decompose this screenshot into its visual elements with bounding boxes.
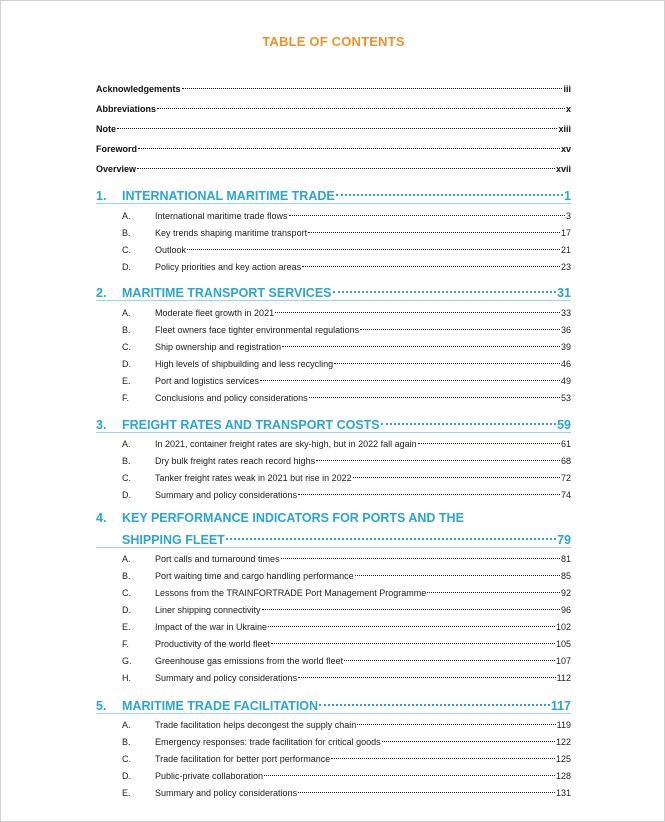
chapter-page: 31 (557, 285, 571, 300)
section-page: 46 (560, 359, 571, 369)
chapter-divider (96, 713, 571, 714)
section-letter: D. (122, 262, 131, 272)
section-page: 49 (560, 376, 571, 386)
section-letter: G. (122, 656, 132, 666)
section-label: Port and logistics services (155, 376, 260, 386)
toc-section[interactable] (122, 654, 571, 666)
section-page: 33 (560, 308, 571, 318)
leader-dots (381, 410, 556, 425)
leader-dots (344, 651, 555, 661)
chapter-page: 1 (564, 188, 571, 203)
leader-dots (117, 119, 557, 129)
leader-dots (334, 354, 560, 364)
section-label: Public-private collaboration (155, 771, 264, 781)
section-label: Lessons from the TRAINFORTRADE Port Management Programme (155, 588, 427, 598)
toc-section[interactable] (122, 391, 571, 403)
section-page: 23 (560, 262, 571, 272)
section-page: 21 (560, 245, 571, 255)
chapter-title: MARITIME TRANSPORT SERVICES (122, 285, 332, 300)
leader-dots (187, 240, 560, 250)
section-letter: E. (122, 622, 131, 632)
section-label: Port calls and turnaround times (155, 554, 280, 564)
toc-section[interactable] (122, 209, 571, 221)
section-label: Conclusions and policy considerations (155, 393, 308, 403)
toc-section[interactable] (122, 454, 571, 466)
leader-dots (357, 715, 555, 725)
leader-dots (262, 600, 560, 610)
section-letter: C. (122, 588, 131, 598)
section-letter: F. (122, 639, 130, 649)
toc-section[interactable] (122, 752, 571, 764)
section-page: 125 (555, 754, 571, 764)
section-label: Productivity of the world fleet (155, 639, 271, 649)
leader-dots (282, 337, 560, 347)
section-label: Policy priorities and key action areas (155, 262, 302, 272)
entry-page: xvii (555, 164, 571, 174)
toc-section[interactable] (122, 620, 571, 632)
section-page: 112 (556, 673, 571, 683)
leader-dots (271, 634, 555, 644)
toc-entry-abbreviations[interactable] (96, 102, 571, 114)
section-label: Key trends shaping maritime transport (155, 228, 308, 238)
section-label: Outlook (155, 245, 187, 255)
section-page: 81 (560, 554, 571, 564)
section-page: 68 (560, 456, 571, 466)
section-letter: E. (122, 376, 131, 386)
toc-section[interactable] (122, 552, 571, 564)
leader-dots (382, 732, 555, 742)
section-letter: A. (122, 211, 131, 221)
section-label: International maritime trade flows (155, 211, 288, 221)
toc-entry-acknowledgements[interactable] (96, 82, 571, 94)
leader-dots (281, 549, 560, 559)
section-letter: A. (122, 308, 131, 318)
leader-dots (264, 766, 555, 776)
leader-dots (308, 223, 560, 233)
chapter-number: 1. (96, 188, 107, 203)
toc-section[interactable] (122, 243, 571, 255)
section-letter: C. (122, 754, 131, 764)
section-label: Liner shipping connectivity (155, 605, 261, 615)
section-page: 131 (555, 788, 571, 798)
chapter-divider (96, 203, 571, 204)
section-letter: C. (122, 473, 131, 483)
section-label: Ship ownership and registration (155, 342, 282, 352)
section-letter: C. (122, 342, 131, 352)
entry-label: Abbreviations (96, 104, 157, 114)
leader-dots (157, 99, 565, 109)
entry-label: Note (96, 124, 116, 134)
leader-dots (302, 257, 560, 267)
section-page: 122 (555, 737, 571, 747)
leader-dots (427, 583, 560, 593)
toc-section[interactable] (122, 340, 571, 352)
leader-dots (319, 691, 550, 706)
chapter-number: 2. (96, 285, 107, 300)
toc-chapter-3[interactable] (96, 414, 571, 432)
section-letter: D. (122, 771, 131, 781)
section-letter: A. (122, 554, 131, 564)
toc-section[interactable] (122, 323, 571, 335)
entry-page: x (565, 104, 571, 114)
chapter-title: KEY PERFORMANCE INDICATORS FOR PORTS AND THE (122, 511, 464, 525)
section-letter: F. (122, 393, 130, 403)
section-page: 105 (555, 639, 571, 649)
leader-dots (333, 278, 557, 293)
toc-section[interactable] (122, 488, 571, 500)
leader-dots (275, 303, 560, 313)
leader-dots (298, 783, 555, 793)
entry-page: xv (560, 144, 571, 154)
chapter-divider (96, 300, 571, 301)
entry-label: Overview (96, 164, 137, 174)
toc-title: TABLE OF CONTENTS (262, 34, 405, 49)
leader-dots (316, 451, 560, 461)
entry-label: Foreword (96, 144, 138, 154)
section-letter: A. (122, 720, 131, 730)
chapter-title: MARITIME TRADE FACILITATION (122, 698, 319, 713)
chapter-number: 4. (96, 511, 107, 525)
toc-section[interactable] (122, 735, 571, 747)
section-page: 102 (555, 622, 571, 632)
section-page: 39 (560, 342, 571, 352)
toc-section[interactable] (122, 306, 571, 318)
section-page: 128 (555, 771, 571, 781)
section-page: 74 (560, 490, 571, 500)
section-label: Trade facilitation for better port performance (155, 754, 331, 764)
section-page: 3 (565, 211, 571, 221)
section-letter: D. (122, 605, 131, 615)
toc-entry-overview[interactable] (96, 162, 571, 174)
chapter-number: 5. (96, 698, 107, 713)
section-label: Emergency responses: trade facilitation for critical goods (155, 737, 381, 747)
leader-dots (309, 388, 560, 398)
toc-section[interactable] (122, 471, 571, 483)
section-label: Dry bulk freight rates reach record highs (155, 456, 316, 466)
toc-chapter-5[interactable] (96, 695, 571, 713)
leader-dots (289, 206, 565, 216)
toc-section[interactable] (122, 786, 571, 798)
section-letter: A. (122, 439, 131, 449)
section-label: Trade facilitation helps decongest the supply chain (155, 720, 357, 730)
leader-dots (336, 181, 563, 196)
toc-section[interactable] (122, 374, 571, 386)
section-label: High levels of shipbuilding and less recycling (155, 359, 334, 369)
leader-dots (418, 434, 560, 444)
leader-dots (138, 139, 560, 149)
leader-dots (355, 566, 560, 576)
chapter-divider (96, 432, 571, 433)
chapter-title: FREIGHT RATES AND TRANSPORT COSTS (122, 417, 380, 432)
leader-dots (260, 371, 560, 381)
entry-page: xiii (558, 124, 571, 134)
toc-entry-note[interactable] (96, 122, 571, 134)
toc-section[interactable] (122, 357, 571, 369)
leader-dots (137, 159, 555, 169)
section-label: Tanker freight rates weak in 2021 but rise in 2022 (155, 473, 352, 483)
section-page: 119 (556, 720, 571, 730)
leader-dots (353, 468, 560, 478)
entry-label: Acknowledgements (96, 84, 181, 94)
section-page: 61 (560, 439, 571, 449)
toc-section[interactable] (122, 603, 571, 615)
section-page: 53 (560, 393, 571, 403)
section-letter: H. (122, 673, 131, 683)
section-letter: B. (122, 571, 131, 581)
leader-dots (182, 79, 563, 89)
section-letter: E. (122, 788, 131, 798)
toc-section[interactable] (122, 569, 571, 581)
chapter-page: 59 (557, 417, 571, 432)
section-page: 85 (560, 571, 571, 581)
chapter-title: INTERNATIONAL MARITIME TRADE (122, 188, 335, 203)
toc-section[interactable] (122, 637, 571, 649)
section-label: Moderate fleet growth in 2021 (155, 308, 275, 318)
section-letter: B. (122, 325, 131, 335)
toc-chapter-4[interactable] (96, 511, 571, 525)
toc-section[interactable] (122, 260, 571, 272)
section-page: 107 (555, 656, 571, 666)
entry-page: iii (563, 84, 571, 94)
section-label: Summary and policy considerations (155, 490, 298, 500)
section-page: 72 (560, 473, 571, 483)
section-label: In 2021, container freight rates are sky-high, but in 2022 fall again (155, 439, 417, 449)
section-page: 36 (560, 325, 571, 335)
section-label: Greenhouse gas emissions from the world fleet (155, 656, 344, 666)
section-label: Port waiting time and cargo handling performance (155, 571, 354, 581)
section-label: Impact of the war in Ukraine (155, 622, 268, 632)
leader-dots (298, 668, 556, 678)
leader-dots (298, 485, 560, 495)
section-page: 96 (560, 605, 571, 615)
section-label: Summary and policy considerations (155, 788, 298, 798)
section-letter: C. (122, 245, 131, 255)
section-page: 92 (560, 588, 571, 598)
leader-dots (226, 525, 556, 540)
toc-section[interactable] (122, 226, 571, 238)
toc-section[interactable] (122, 769, 571, 781)
section-letter: D. (122, 359, 131, 369)
section-letter: B. (122, 456, 131, 466)
chapter-page: 79 (557, 532, 571, 547)
chapter-divider (96, 547, 571, 548)
section-letter: B. (122, 228, 131, 238)
toc-section[interactable] (122, 671, 571, 683)
section-label: Summary and policy considerations (155, 673, 298, 683)
section-page: 17 (560, 228, 571, 238)
toc-section[interactable] (122, 586, 571, 598)
toc-section[interactable] (122, 718, 571, 730)
toc-chapter-2[interactable] (96, 282, 571, 300)
leader-dots (360, 320, 560, 330)
section-letter: D. (122, 490, 131, 500)
section-label: Fleet owners face tighter environmental regulations (155, 325, 360, 335)
toc-entry-foreword[interactable] (96, 142, 571, 154)
toc-chapter-4-continued[interactable] (122, 529, 571, 547)
chapter-title-line2: SHIPPING FLEET (122, 532, 225, 547)
leader-dots (268, 617, 555, 627)
section-letter: B. (122, 737, 131, 747)
chapter-page: 117 (550, 698, 571, 713)
leader-dots (331, 749, 555, 759)
toc-section[interactable] (122, 437, 571, 449)
chapter-number: 3. (96, 417, 107, 432)
toc-chapter-1[interactable] (96, 185, 571, 203)
